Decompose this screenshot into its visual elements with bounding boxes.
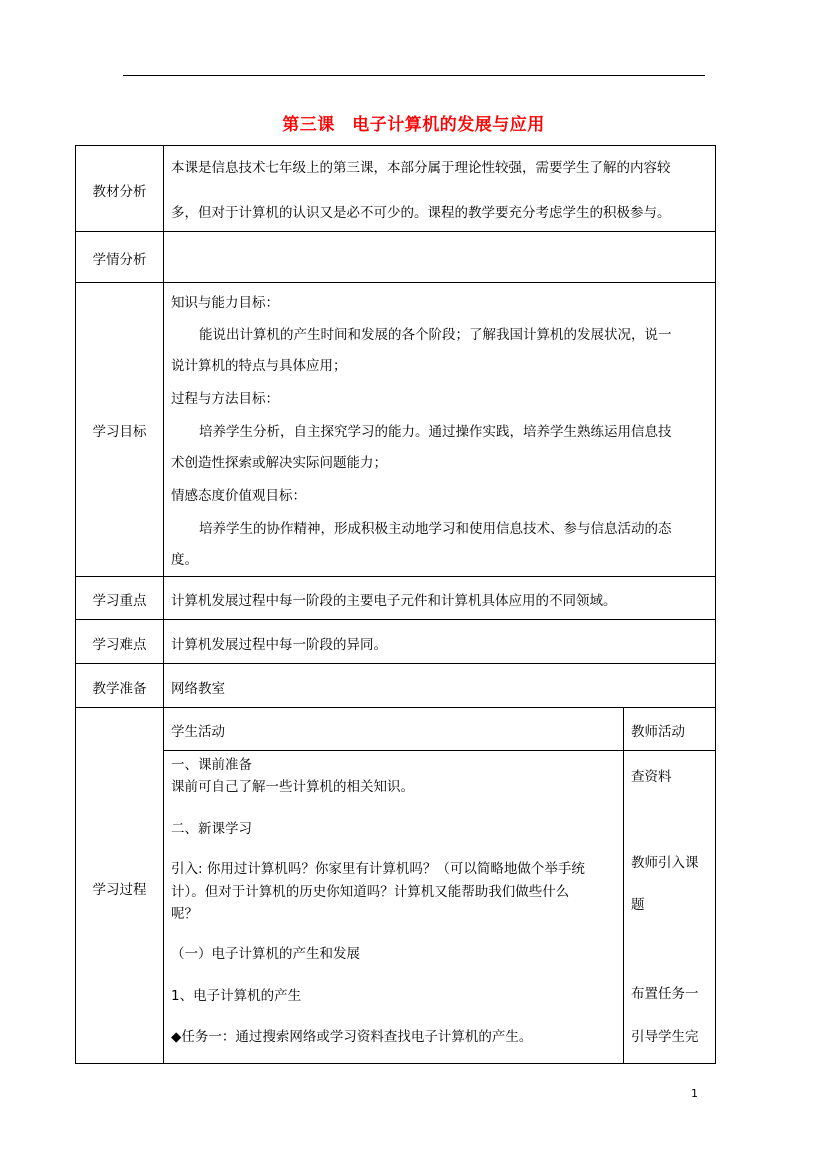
student-activity-line: 一、课前准备 <box>171 757 252 773</box>
student-activity-line: 1、电子计算机的产生 <box>171 988 302 1004</box>
table-line <box>715 145 716 1063</box>
student-activity-line: （一）电子计算机的产生和发展 <box>171 946 360 962</box>
teacher-activity-line: 布置任务一 <box>631 986 699 1002</box>
table-line <box>163 145 164 1063</box>
goal-heading: 过程与方法目标： <box>171 391 279 407</box>
teacher-activity-line: 查资料 <box>631 769 672 785</box>
teacher-activity-line: 教师引入课 <box>631 855 699 871</box>
table-line <box>75 707 716 708</box>
goal-text: 培养学生的协作精神，形成积极主动地学习和使用信息技术、参与信息活动的态 <box>199 521 672 537</box>
student-activity-line: 呢？ <box>171 906 198 922</box>
student-activity-line: ◆任务一：通过搜索网络或学习资料查找电子计算机的产生。 <box>171 1029 533 1045</box>
col-header-student: 学生活动 <box>171 724 225 740</box>
goal-heading: 情感态度价值观目标： <box>171 488 306 504</box>
material-line: 本课是信息技术七年级上的第三课，本部分属于理论性较强，需要学生了解的内容较 <box>171 160 671 176</box>
student-activity-line: 课前可自己了解一些计算机的相关知识。 <box>171 779 414 795</box>
student-activity-line: 计）。但对于计算机的历史你知道吗？计算机又能帮助我们做些什么 <box>171 884 570 900</box>
row-label-material: 教材分析 <box>92 184 147 200</box>
preparation-text: 网络教室 <box>171 681 225 697</box>
goal-text: 能说出计算机的产生时间和发展的各个阶段；了解我国计算机的发展状况，说一 <box>199 327 672 343</box>
goal-text: 培养学生分析，自主探究学习的能力。通过操作实践，培养学生熟练运用信息技 <box>199 424 672 440</box>
page-title: 第三课 电子计算机的发展与应用 <box>282 115 545 135</box>
goal-text: 说计算机的特点与具体应用； <box>171 358 347 374</box>
header-rule <box>123 75 705 76</box>
teacher-activity-line: 题 <box>631 897 645 913</box>
table-line <box>75 576 716 577</box>
row-label-process: 学习过程 <box>92 882 147 898</box>
student-activity-line: 引入: 你用过计算机吗？你家里有计算机吗？（可以简略地做个举手统 <box>171 861 585 877</box>
teacher-activity-line: 引导学生完 <box>631 1029 699 1045</box>
table-line <box>75 619 716 620</box>
goal-text: 度。 <box>171 552 198 568</box>
keypoint-text: 计算机发展过程中每一阶段的主要电子元件和计算机具体应用的不同领域。 <box>171 593 617 609</box>
col-header-teacher: 教师活动 <box>631 724 685 740</box>
row-label-preparation: 教学准备 <box>92 681 147 697</box>
table-line <box>75 145 716 146</box>
page-number: 1 <box>691 1087 698 1100</box>
row-label-goals: 学习目标 <box>92 424 147 440</box>
table-line <box>163 750 716 751</box>
table-line <box>623 707 624 1063</box>
material-line: 多，但对于计算机的认识又是必不可少的。课程的教学要充分考虑学生的积极参与。 <box>171 205 671 221</box>
table-line <box>75 1063 716 1064</box>
table-line <box>75 282 716 283</box>
row-label-students: 学情分析 <box>92 252 147 268</box>
row-label-keypoint: 学习重点 <box>92 593 147 609</box>
goal-heading: 知识与能力目标： <box>171 295 279 311</box>
row-label-difficulty: 学习难点 <box>92 637 147 653</box>
table-line <box>75 663 716 664</box>
table-line <box>75 231 716 232</box>
difficulty-text: 计算机发展过程中每一阶段的异同。 <box>171 637 387 653</box>
student-activity-line: 二、新课学习 <box>171 821 252 837</box>
goal-text: 术创造性探索或解决实际问题能力； <box>171 455 387 471</box>
